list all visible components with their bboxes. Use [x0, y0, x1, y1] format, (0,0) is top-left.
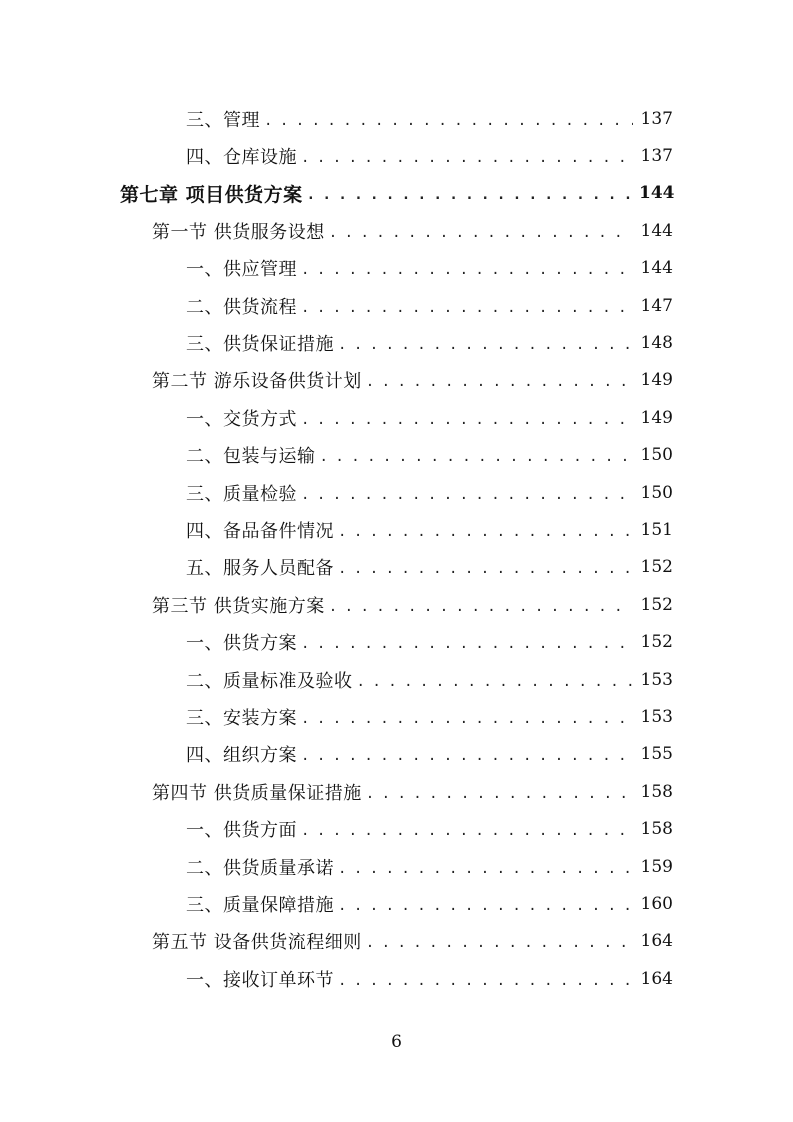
toc-entry-page: 137 — [640, 146, 673, 167]
toc-section-label: 第三节 供货实施方案 — [152, 595, 325, 617]
toc-entry-page: 153 — [640, 669, 673, 690]
dot-leader — [301, 823, 633, 839]
dot-leader — [338, 561, 633, 577]
toc-entry[interactable] — [186, 324, 673, 361]
dot-leader — [357, 674, 634, 690]
toc-entry-page: 144 — [640, 258, 673, 279]
dot-leader — [338, 898, 633, 914]
dot-leader — [329, 599, 633, 615]
toc-entry-label: 三、安装方案 — [186, 707, 297, 729]
page-number: 6 — [391, 1032, 402, 1052]
toc-entry-label: 二、供货质量承诺 — [186, 857, 334, 879]
toc-section-entry[interactable] — [152, 773, 673, 810]
toc-section-label: 第四节 供货质量保证措施 — [152, 782, 362, 804]
toc-entry-page: 137 — [640, 108, 673, 129]
toc-entry-label: 三、管理 — [186, 109, 260, 131]
toc-entry[interactable] — [186, 100, 673, 137]
toc-chapter-page: 144 — [639, 183, 675, 204]
toc-entry-label: 一、供货方案 — [186, 633, 297, 655]
toc-entry[interactable] — [186, 399, 673, 436]
toc-entry[interactable] — [186, 511, 673, 548]
toc-entry-page: 160 — [640, 893, 673, 914]
toc-section-entry[interactable] — [152, 586, 673, 623]
dot-leader — [338, 524, 633, 540]
toc-entry-label: 二、质量标准及验收 — [186, 670, 353, 692]
toc-section-label: 第五节 设备供货流程细则 — [152, 932, 362, 954]
dot-leader — [366, 786, 633, 802]
toc-entry-page: 151 — [640, 519, 673, 540]
toc-entry-page: 149 — [640, 407, 673, 428]
toc-entry-page: 164 — [640, 968, 673, 989]
toc-section-label: 第一节 供货服务设想 — [152, 221, 325, 243]
toc-entry-label: 三、质量保障措施 — [186, 894, 334, 916]
toc-entry-label: 二、供货流程 — [186, 296, 297, 318]
dot-leader — [366, 374, 633, 390]
toc-entry[interactable] — [186, 885, 673, 922]
toc-entry-label: 一、供货方面 — [186, 820, 297, 842]
toc-entry[interactable] — [186, 698, 673, 735]
dot-leader — [301, 748, 633, 764]
dot-leader — [301, 636, 633, 652]
toc-entry[interactable] — [186, 549, 673, 586]
toc-entry[interactable] — [186, 250, 673, 287]
toc-section-page: 152 — [640, 594, 673, 615]
toc-chapter-entry[interactable] — [120, 175, 673, 212]
toc-entry[interactable] — [186, 810, 673, 847]
dot-leader — [301, 300, 633, 316]
dot-leader — [301, 150, 633, 166]
toc-entry[interactable] — [186, 474, 673, 511]
dot-leader — [301, 412, 633, 428]
dot-leader — [301, 711, 633, 727]
toc-entry-page: 155 — [640, 744, 673, 765]
dot-leader — [307, 187, 633, 203]
toc-entry-label: 一、交货方式 — [186, 408, 297, 430]
toc-section-entry[interactable] — [152, 923, 673, 960]
toc-entry-label: 二、包装与运输 — [186, 446, 316, 468]
toc-entry[interactable] — [186, 848, 673, 885]
dot-leader — [366, 935, 633, 951]
toc-chapter-label: 第七章 项目供货方案 — [120, 183, 303, 206]
toc-entry-page: 150 — [640, 445, 673, 466]
toc-entry[interactable] — [186, 437, 673, 474]
dot-leader — [329, 225, 633, 241]
toc-section-page: 158 — [640, 781, 673, 802]
dot-leader — [301, 487, 633, 503]
toc-entry[interactable] — [186, 661, 673, 698]
toc-entry[interactable] — [186, 736, 673, 773]
toc-section-entry[interactable] — [152, 362, 673, 399]
dot-leader — [320, 449, 634, 465]
toc-entry-label: 一、供应管理 — [186, 259, 297, 281]
toc-section-page: 164 — [640, 931, 673, 952]
toc-entry-page: 147 — [640, 295, 673, 316]
toc-section-entry[interactable] — [152, 212, 673, 249]
toc-entry-label: 四、备品备件情况 — [186, 520, 334, 542]
dot-leader — [338, 337, 633, 353]
toc-entry-page: 153 — [640, 706, 673, 727]
toc-entry[interactable] — [186, 137, 673, 174]
toc-entry[interactable] — [186, 623, 673, 660]
dot-leader — [264, 113, 633, 129]
toc-entry-page: 158 — [640, 819, 673, 840]
toc-section-label: 第二节 游乐设备供货计划 — [152, 371, 362, 393]
toc-entry-label: 三、质量检验 — [186, 483, 297, 505]
toc-entry[interactable] — [186, 287, 673, 324]
toc-section-page: 149 — [640, 370, 673, 391]
toc-entry-label: 四、组织方案 — [186, 745, 297, 767]
table-of-contents — [0, 100, 793, 997]
toc-entry-page: 152 — [640, 557, 673, 578]
dot-leader — [338, 973, 633, 989]
toc-entry-page: 152 — [640, 632, 673, 653]
toc-entry-label: 四、仓库设施 — [186, 147, 297, 169]
toc-entry-page: 148 — [640, 333, 673, 354]
toc-entry[interactable] — [186, 960, 673, 997]
dot-leader — [338, 861, 633, 877]
dot-leader — [301, 262, 633, 278]
toc-entry-label: 五、服务人员配备 — [186, 558, 334, 580]
toc-section-page: 144 — [640, 220, 673, 241]
toc-entry-label: 一、接收订单环节 — [186, 969, 334, 991]
toc-entry-label: 三、供货保证措施 — [186, 334, 334, 356]
toc-entry-page: 159 — [640, 856, 673, 877]
toc-entry-page: 150 — [640, 482, 673, 503]
